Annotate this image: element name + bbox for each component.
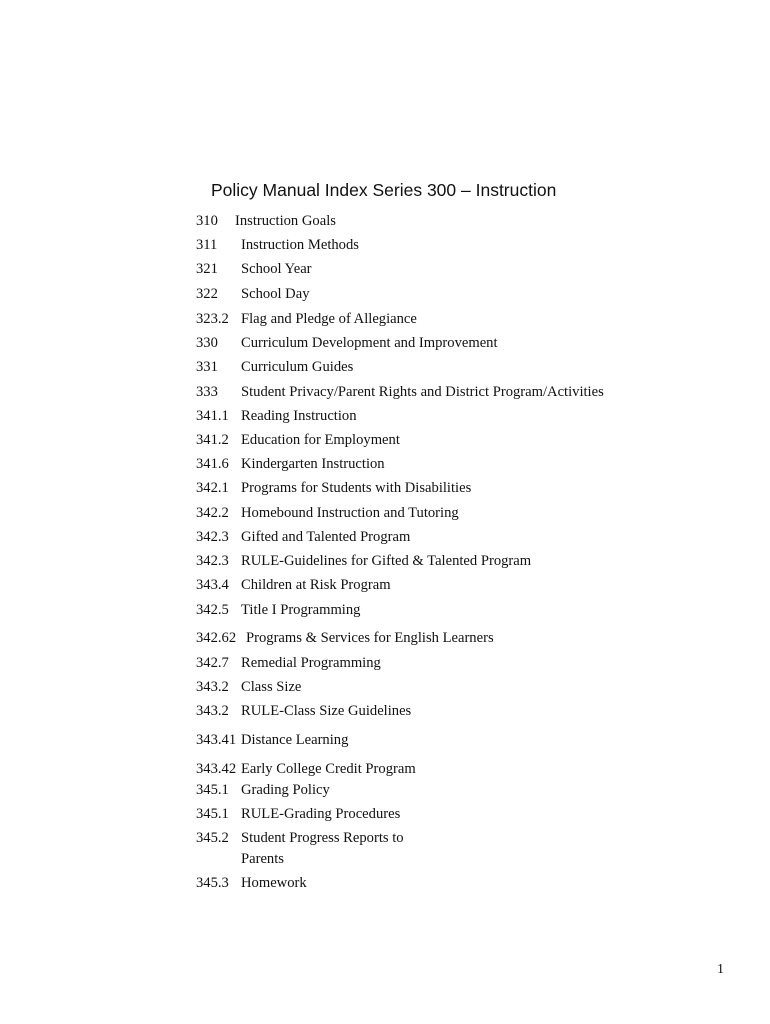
policy-title: RULE-Guidelines for Gifted & Talented Program bbox=[241, 553, 532, 569]
policy-title: Gifted and Talented Program bbox=[241, 529, 411, 545]
policy-title: Curriculum Guides bbox=[241, 359, 354, 375]
policy-number: 310 bbox=[196, 213, 218, 229]
policy-title: Grading Policy bbox=[241, 782, 330, 798]
policy-title: Distance Learning bbox=[241, 732, 349, 748]
policy-number: 333 bbox=[196, 384, 218, 400]
policy-title: Curriculum Development and Improvement bbox=[241, 335, 498, 351]
policy-title: Title I Programming bbox=[241, 602, 361, 618]
policy-title: Homework bbox=[241, 875, 307, 891]
policy-title: Student Privacy/Parent Rights and District Program/Activities bbox=[241, 384, 604, 400]
policy-title: Programs for Students with Disabilities bbox=[241, 480, 472, 496]
policy-number: 345.1 bbox=[196, 782, 229, 798]
policy-title: Class Size bbox=[241, 679, 302, 695]
policy-title: RULE-Grading Procedures bbox=[241, 806, 401, 822]
policy-title: Programs & Services for English Learners bbox=[246, 630, 494, 646]
policy-number: 343.4 bbox=[196, 577, 229, 593]
policy-title: Early College Credit Program bbox=[241, 761, 416, 777]
policy-title-line-2: Parents bbox=[241, 850, 284, 867]
policy-number: 342.2 bbox=[196, 505, 229, 521]
policy-title: RULE-Class Size Guidelines bbox=[241, 703, 412, 719]
policy-title-line-1: Student Progress Reports to bbox=[241, 830, 404, 846]
policy-title: Instruction Methods bbox=[241, 237, 359, 253]
policy-title: Flag and Pledge of Allegiance bbox=[241, 311, 417, 327]
policy-number: 323.2 bbox=[196, 311, 229, 327]
policy-number: 342.5 bbox=[196, 602, 229, 618]
policy-number: 343.2 bbox=[196, 679, 229, 695]
policy-number: 311 bbox=[196, 237, 218, 253]
page-number: 1 bbox=[717, 962, 724, 977]
policy-number: 322 bbox=[196, 286, 218, 302]
policy-title: Instruction Goals bbox=[235, 213, 336, 229]
policy-number: 343.42 bbox=[196, 761, 237, 777]
policy-number: 342.62 bbox=[196, 630, 237, 646]
policy-number: 330 bbox=[196, 335, 218, 351]
policy-number: 342.1 bbox=[196, 480, 229, 496]
policy-number: 342.3 bbox=[196, 553, 229, 569]
policy-title: Children at Risk Program bbox=[241, 577, 391, 593]
page-title: Policy Manual Index Series 300 – Instruction bbox=[211, 180, 557, 200]
policy-number: 342.7 bbox=[196, 655, 229, 671]
policy-number: 345.3 bbox=[196, 875, 229, 891]
policy-number: 342.3 bbox=[196, 529, 229, 545]
policy-title: School Day bbox=[241, 286, 310, 302]
policy-title: Education for Employment bbox=[241, 432, 400, 448]
policy-number: 341.2 bbox=[196, 432, 229, 448]
policy-number: 345.2 bbox=[196, 830, 229, 846]
policy-number: 331 bbox=[196, 359, 218, 375]
policy-title: School Year bbox=[241, 261, 312, 277]
policy-title: Kindergarten Instruction bbox=[241, 456, 385, 472]
policy-number: 343.41 bbox=[196, 732, 237, 748]
policy-title: Reading Instruction bbox=[241, 408, 357, 424]
policy-number: 321 bbox=[196, 261, 218, 277]
policy-number: 343.2 bbox=[196, 703, 229, 719]
policy-number: 345.1 bbox=[196, 806, 229, 822]
policy-title: Remedial Programming bbox=[241, 655, 381, 671]
policy-title: Homebound Instruction and Tutoring bbox=[241, 505, 459, 521]
policy-number: 341.1 bbox=[196, 408, 229, 424]
policy-title bbox=[241, 828, 404, 869]
policy-number: 341.6 bbox=[196, 456, 229, 472]
